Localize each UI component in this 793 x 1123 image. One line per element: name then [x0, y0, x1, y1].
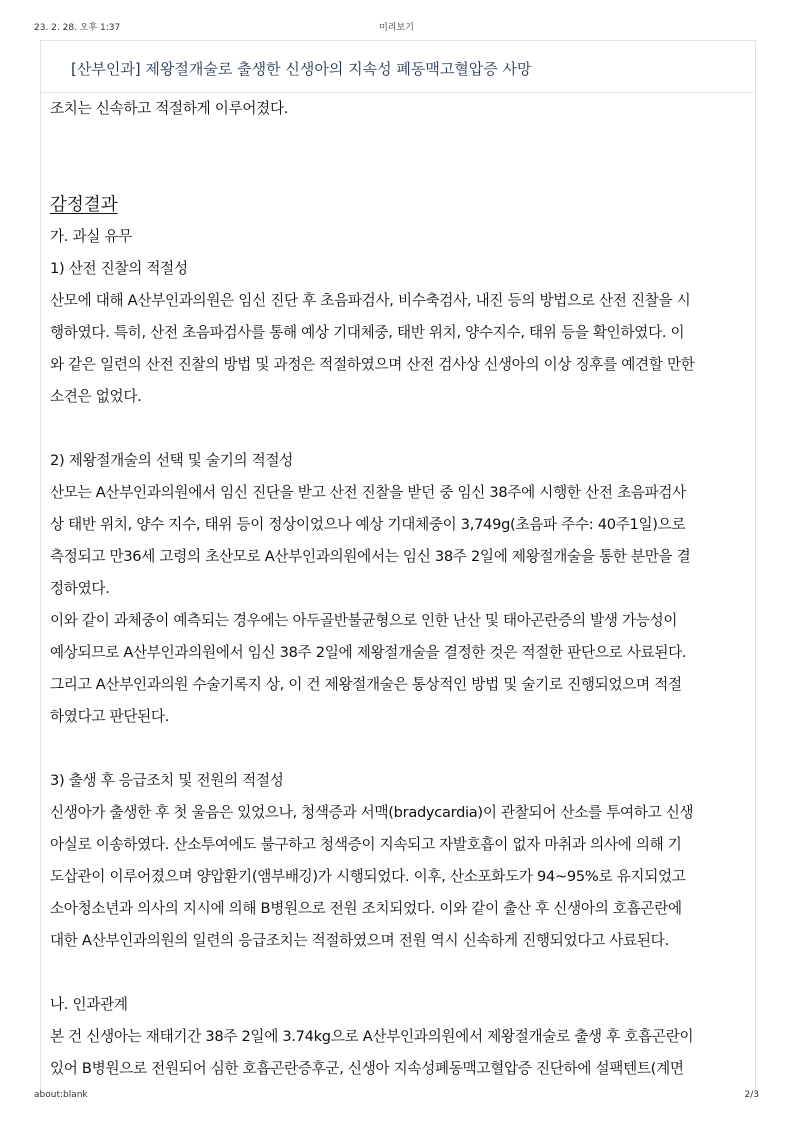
paragraph-line: 신생아가 출생한 후 첫 울음은 있었으나, 청색증과 서맥(bradycardia)이 관찰되어 산소를 투여하고 신생	[50, 804, 694, 821]
document-title: [산부인과] 제왕절개술로 출생한 신생아의 지속성 폐동맥고혈압증 사망	[41, 41, 755, 93]
sub2-title: 2) 제왕절개술의 선택 및 술기의 적절성	[50, 452, 294, 469]
paragraph-line: 예상되므로 A산부인과의원에서 임신 38주 2일에 제왕절개술을 결정한 것은 적절한 판단으로 사료된다.	[50, 644, 687, 661]
print-title: 미리보기	[379, 23, 414, 33]
paragraph-line: 소견은 없었다.	[50, 388, 142, 405]
print-url: about:blank	[34, 1090, 88, 1100]
paragraph-line: 소아청소년과 의사의 지시에 의해 B병원으로 전원 조치되었다. 이와 같이 출산 후 신생아의 호흡곤란에	[50, 900, 682, 917]
paragraph-line: 도삽관이 이루어졌으며 양압환기(앰부배깅)가 시행되었다. 이후, 산소포화도가 94~95%로 유지되었고	[50, 868, 686, 885]
section-b-title: 나. 인과관계	[50, 996, 128, 1013]
spacer	[50, 957, 751, 989]
page-number: 2/3	[744, 1090, 759, 1100]
sub3-title: 3) 출생 후 응급조치 및 전원의 적절성	[50, 772, 284, 789]
spacer	[50, 413, 751, 445]
paragraph-line: 아실로 이송하였다. 산소투여에도 불구하고 청색증이 지속되고 자발호흡이 없자 마취과 의사에 의해 기	[50, 836, 682, 853]
intro-line: 조치는 신속하고 적절하게 이루어졌다.	[50, 100, 289, 117]
paragraph-line: 하였다고 판단된다.	[50, 708, 170, 725]
paragraph-line: 본 건 신생아는 재태기간 38주 2일에 3.74kg으로 A산부인과의원에서 제왕절개술로 출생 후 호흡곤란이	[50, 1028, 694, 1045]
spacer	[50, 157, 751, 189]
print-date: 23. 2. 28. 오후 1:37	[34, 23, 121, 33]
sub1-title: 1) 산전 진찰의 적절성	[50, 260, 188, 277]
spacer	[50, 125, 751, 157]
paragraph-line: 산모에 대해 A산부인과의원은 임신 진단 후 초음파검사, 비수축검사, 내진 등의 방법으로 산전 진찰을 시	[50, 292, 691, 309]
paragraph-line: 와 같은 일련의 산전 진찰의 방법 및 과정은 적절하였으며 산전 검사상 신생아의 이상 징후를 예견할 만한	[50, 356, 695, 373]
document-body	[41, 93, 755, 1085]
print-header	[0, 0, 793, 40]
spacer	[50, 733, 751, 765]
paragraph-line: 대한 A산부인과의원의 일련의 응급조치는 적절하였으며 전원 역시 신속하게 진행되었다고 사료된다.	[50, 932, 669, 949]
section-a-title: 가. 과실 유무	[50, 228, 133, 245]
paragraph-line: 그리고 A산부인과의원 수술기록지 상, 이 건 제왕절개술은 통상적인 방법 및 술기로 진행되었으며 적절	[50, 676, 682, 693]
print-footer	[0, 1090, 793, 1110]
paragraph-line: 상 태반 위치, 양수 지수, 태위 등이 정상이었으나 예상 기대체중이 3,749g(초음파 주수: 40주1일)으로	[50, 516, 686, 533]
paragraph-line: 측정되고 만36세 고령의 초산모로 A산부인과의원에서는 임신 38주 2일에 제왕절개술을 통한 분만을 결	[50, 548, 691, 565]
paragraph-line: 산모는 A산부인과의원에서 임신 진단을 받고 산전 진찰을 받던 중 임신 38주에 시행한 산전 초음파검사	[50, 484, 686, 501]
page-frame	[40, 40, 756, 1093]
paragraph-line: 이와 같이 과체중이 예측되는 경우에는 아두골반불균형으로 인한 난산 및 태아곤란증의 발생 가능성이	[50, 612, 678, 629]
paragraph-line: 정하였다.	[50, 580, 110, 597]
section-heading: 감정결과	[50, 195, 118, 215]
paragraph-line: 있어 B병원으로 전원되어 심한 호흡곤란증후군, 신생아 지속성폐동맥고혈압증 진단하에 설팩텐트(계면	[50, 1060, 684, 1077]
paragraph-line: 행하였다. 특히, 산전 초음파검사를 통해 예상 기대체중, 태반 위치, 양수지수, 태위 등을 확인하였다. 이	[50, 324, 685, 341]
